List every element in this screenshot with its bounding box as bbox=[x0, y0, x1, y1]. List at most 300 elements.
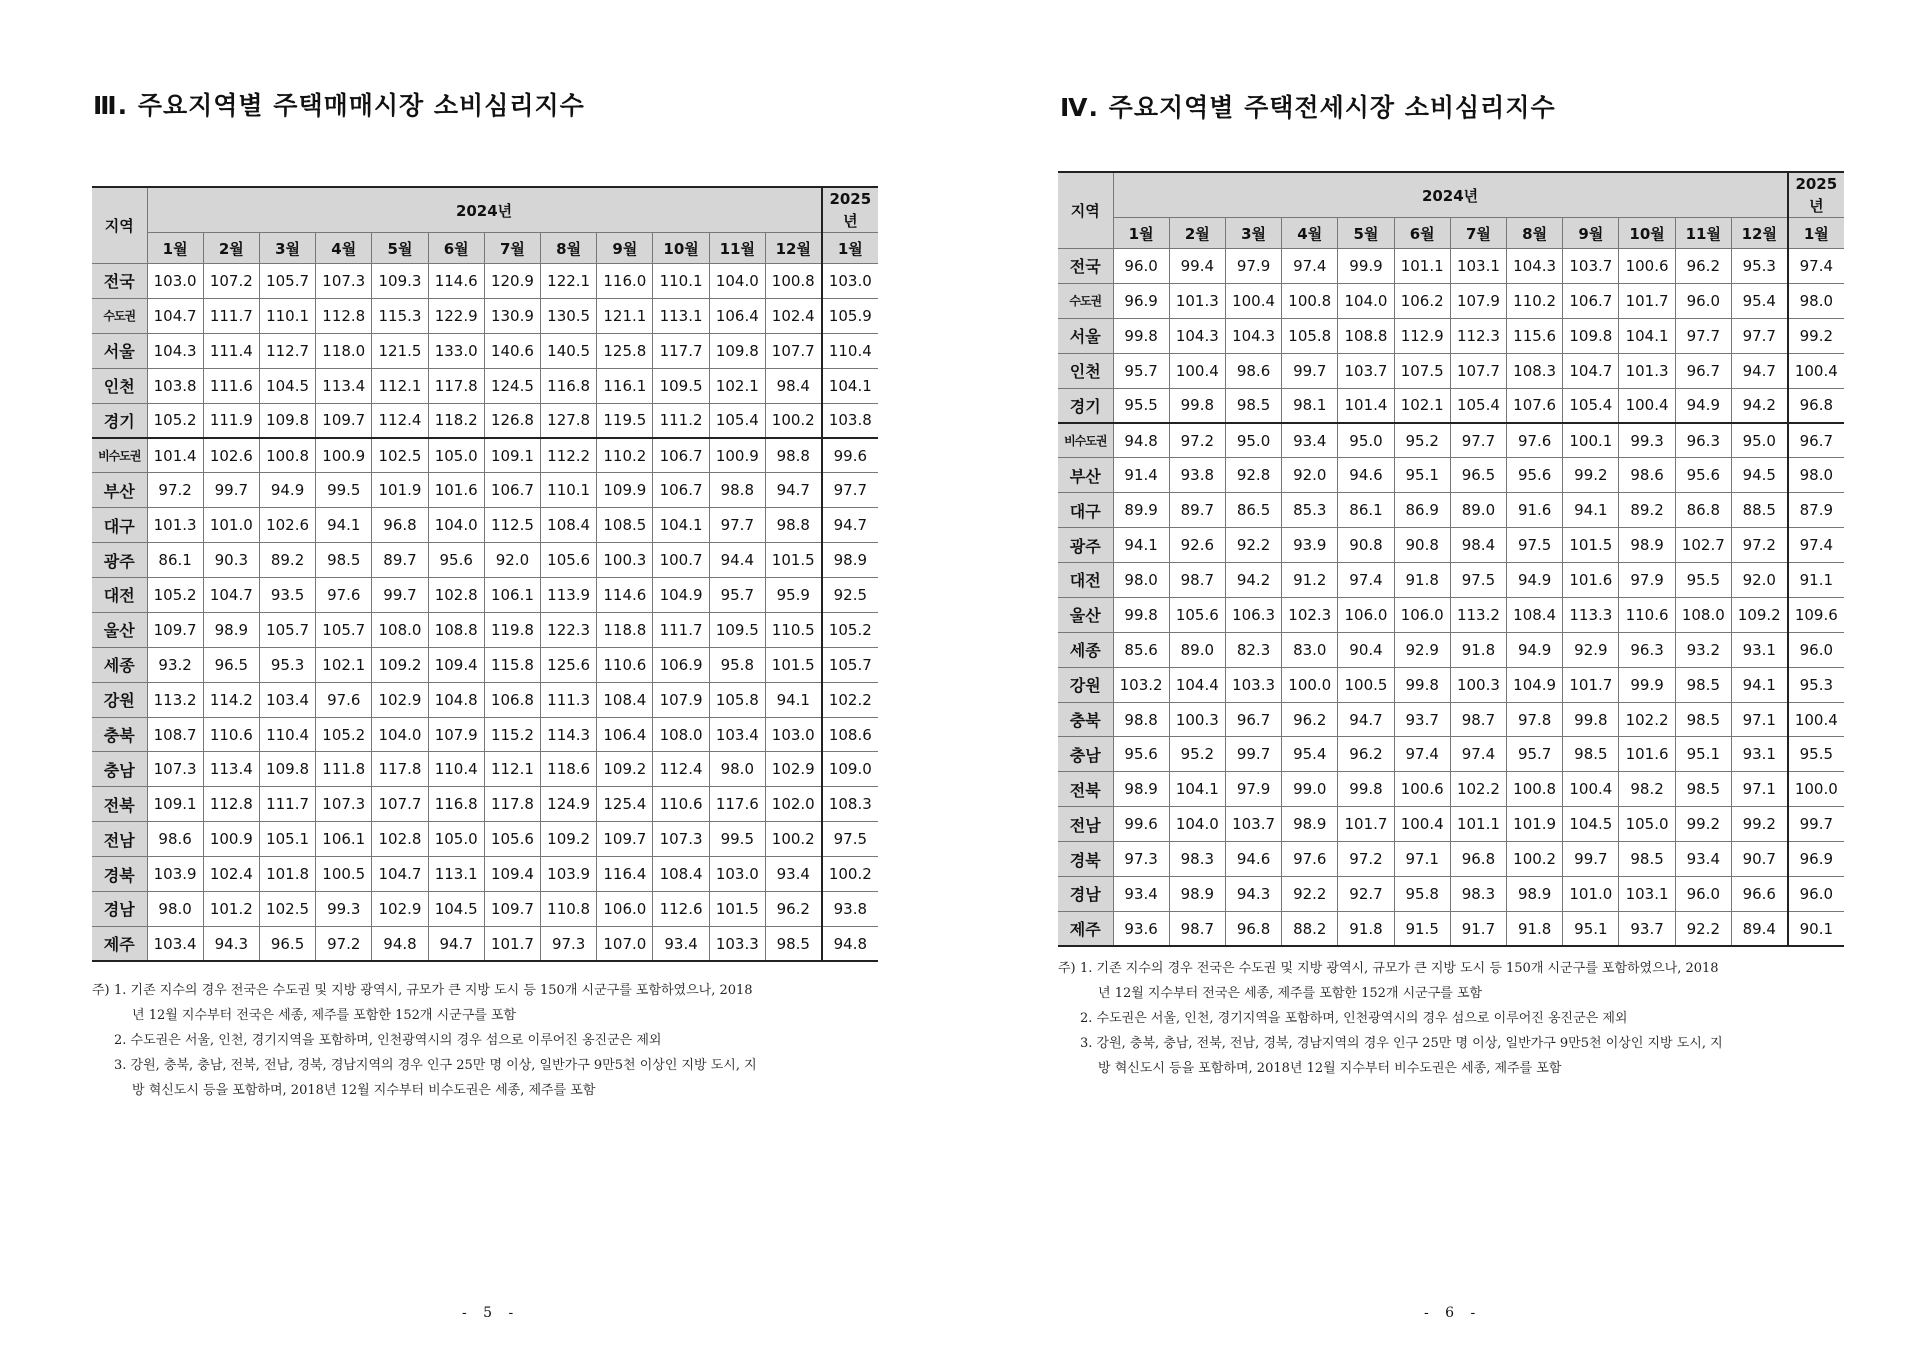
index-cell: 112.2 bbox=[541, 438, 597, 473]
index-cell: 110.6 bbox=[203, 717, 259, 752]
index-cell: 105.7 bbox=[822, 647, 878, 682]
index-cell: 105.0 bbox=[428, 822, 484, 857]
index-cell: 101.1 bbox=[1394, 249, 1450, 284]
index-cell: 102.4 bbox=[765, 298, 821, 333]
index-cell: 109.8 bbox=[709, 333, 765, 368]
index-cell: 100.8 bbox=[1507, 772, 1563, 807]
index-cell: 98.5 bbox=[1675, 667, 1731, 702]
index-cell: 105.4 bbox=[1563, 388, 1619, 423]
region-label: 제주 bbox=[92, 926, 147, 961]
index-cell: 108.0 bbox=[1675, 597, 1731, 632]
index-cell: 99.3 bbox=[316, 892, 372, 927]
index-cell: 97.1 bbox=[1731, 772, 1787, 807]
index-cell: 93.1 bbox=[1731, 632, 1787, 667]
region-label: 전국 bbox=[1058, 249, 1113, 284]
index-cell: 99.7 bbox=[203, 473, 259, 508]
index-cell: 99.8 bbox=[1394, 667, 1450, 702]
index-cell: 110.1 bbox=[541, 473, 597, 508]
index-cell: 93.4 bbox=[653, 926, 709, 961]
region-label: 제주 bbox=[1058, 911, 1113, 946]
index-cell: 90.3 bbox=[203, 543, 259, 578]
index-cell: 110.1 bbox=[653, 264, 709, 299]
region-label: 전북 bbox=[1058, 772, 1113, 807]
index-cell: 101.4 bbox=[147, 438, 203, 473]
index-cell: 93.8 bbox=[822, 892, 878, 927]
index-cell: 94.2 bbox=[1225, 563, 1281, 598]
month-header: 10월 bbox=[1619, 218, 1675, 249]
index-cell: 101.3 bbox=[1169, 283, 1225, 318]
index-cell: 97.4 bbox=[1788, 249, 1844, 284]
region-label: 서울 bbox=[1058, 318, 1113, 353]
index-cell: 101.2 bbox=[203, 892, 259, 927]
index-cell: 108.4 bbox=[653, 857, 709, 892]
region-header: 지역 bbox=[92, 187, 147, 264]
region-label: 부산 bbox=[1058, 458, 1113, 493]
index-cell: 113.9 bbox=[541, 578, 597, 613]
table-row bbox=[1058, 388, 1844, 423]
index-cell: 100.4 bbox=[1619, 388, 1675, 423]
index-cell: 97.9 bbox=[1225, 772, 1281, 807]
index-cell: 104.0 bbox=[709, 264, 765, 299]
month-header: 3월 bbox=[1225, 218, 1281, 249]
index-cell: 112.4 bbox=[653, 752, 709, 787]
index-cell: 97.4 bbox=[1788, 528, 1844, 563]
month-header: 2월 bbox=[203, 233, 259, 264]
month-header: 2월 bbox=[1169, 218, 1225, 249]
index-cell: 98.5 bbox=[1563, 737, 1619, 772]
index-cell: 92.5 bbox=[822, 578, 878, 613]
index-cell: 119.5 bbox=[597, 403, 653, 438]
section-title-sales: Ⅲ. 주요지역별 주택매매시장 소비심리지수 bbox=[93, 91, 585, 120]
footnote-1-cont: 년 12월 지수부터 전국은 세종, 제주를 포함한 152개 시군구를 포함 bbox=[132, 1008, 517, 1023]
index-cell: 98.0 bbox=[709, 752, 765, 787]
index-cell: 102.3 bbox=[1282, 597, 1338, 632]
index-cell: 112.6 bbox=[653, 892, 709, 927]
index-cell: 110.6 bbox=[597, 647, 653, 682]
index-cell: 103.7 bbox=[1225, 807, 1281, 842]
index-cell: 106.9 bbox=[653, 647, 709, 682]
index-cell: 92.0 bbox=[484, 543, 540, 578]
index-cell: 97.7 bbox=[1675, 318, 1731, 353]
index-cell: 90.1 bbox=[1788, 911, 1844, 946]
month-header-row bbox=[1058, 218, 1844, 249]
index-cell: 109.8 bbox=[259, 752, 315, 787]
index-cell: 95.8 bbox=[1394, 877, 1450, 912]
index-cell: 98.9 bbox=[1282, 807, 1338, 842]
index-cell: 93.2 bbox=[1675, 632, 1731, 667]
index-cell: 91.5 bbox=[1394, 911, 1450, 946]
index-cell: 86.9 bbox=[1394, 493, 1450, 528]
index-cell: 86.1 bbox=[1338, 493, 1394, 528]
section-title-jeonse: Ⅳ. 주요지역별 주택전세시장 소비심리지수 bbox=[1060, 93, 1556, 122]
page-number: - 6 - bbox=[1424, 1305, 1482, 1321]
index-cell: 108.4 bbox=[541, 508, 597, 543]
index-cell: 106.3 bbox=[1225, 597, 1281, 632]
index-cell: 97.8 bbox=[1507, 702, 1563, 737]
footnote-1-cont: 년 12월 지수부터 전국은 세종, 제주를 포함한 152개 시군구를 포함 bbox=[1098, 986, 1483, 1001]
index-cell: 86.1 bbox=[147, 543, 203, 578]
index-cell: 105.0 bbox=[1619, 807, 1675, 842]
index-cell: 96.2 bbox=[1675, 249, 1731, 284]
index-cell: 108.5 bbox=[597, 508, 653, 543]
index-cell: 100.5 bbox=[1338, 667, 1394, 702]
index-cell: 125.4 bbox=[597, 787, 653, 822]
index-cell: 93.7 bbox=[1619, 911, 1675, 946]
index-cell: 97.4 bbox=[1338, 563, 1394, 598]
index-cell: 93.8 bbox=[1169, 458, 1225, 493]
index-cell: 112.9 bbox=[1394, 318, 1450, 353]
index-cell: 98.5 bbox=[1225, 388, 1281, 423]
index-cell: 98.5 bbox=[1675, 772, 1731, 807]
index-cell: 93.4 bbox=[1675, 842, 1731, 877]
index-cell: 100.8 bbox=[259, 438, 315, 473]
index-cell: 99.5 bbox=[709, 822, 765, 857]
index-cell: 97.9 bbox=[1619, 563, 1675, 598]
index-cell: 91.1 bbox=[1788, 563, 1844, 598]
region-label: 전남 bbox=[92, 822, 147, 857]
index-cell: 101.9 bbox=[1507, 807, 1563, 842]
index-cell: 92.6 bbox=[1169, 528, 1225, 563]
index-cell: 95.6 bbox=[1113, 737, 1169, 772]
index-cell: 98.8 bbox=[765, 508, 821, 543]
sales-index-table bbox=[92, 186, 878, 962]
index-cell: 113.2 bbox=[1450, 597, 1506, 632]
month-header-row bbox=[92, 233, 878, 264]
footnote-1: 1. 기존 지수의 경우 전국은 수도권 및 지방 광역시, 규모가 큰 지방 도시 등 150개 시군구를 포함하였으나, 2018 bbox=[1080, 961, 1719, 976]
index-cell: 107.5 bbox=[1394, 353, 1450, 388]
index-cell: 121.5 bbox=[372, 333, 428, 368]
table-row bbox=[92, 264, 878, 299]
index-cell: 100.4 bbox=[1788, 702, 1844, 737]
index-cell: 91.8 bbox=[1394, 563, 1450, 598]
index-cell: 110.1 bbox=[259, 298, 315, 333]
index-cell: 113.1 bbox=[653, 298, 709, 333]
index-cell: 91.8 bbox=[1338, 911, 1394, 946]
sales-table-body bbox=[92, 264, 878, 962]
index-cell: 92.2 bbox=[1225, 528, 1281, 563]
index-cell: 98.5 bbox=[1619, 842, 1675, 877]
index-cell: 98.6 bbox=[1225, 353, 1281, 388]
index-cell: 125.8 bbox=[597, 333, 653, 368]
index-cell: 122.1 bbox=[541, 264, 597, 299]
footnote-3-cont: 방 혁신도시 등을 포함하며, 2018년 12월 지수부터 비수도권은 세종, 제주를 포함 bbox=[132, 1083, 596, 1098]
table-row bbox=[92, 682, 878, 717]
index-cell: 96.3 bbox=[1675, 423, 1731, 458]
index-cell: 94.4 bbox=[709, 543, 765, 578]
month-header: 11월 bbox=[1675, 218, 1731, 249]
index-cell: 109.1 bbox=[484, 438, 540, 473]
footnote-3-cont: 방 혁신도시 등을 포함하며, 2018년 12월 지수부터 비수도권은 세종, 제주를 포함 bbox=[1098, 1061, 1562, 1076]
index-cell: 110.4 bbox=[259, 717, 315, 752]
index-cell: 109.1 bbox=[147, 787, 203, 822]
index-cell: 102.1 bbox=[316, 647, 372, 682]
footnote-lead: 주) bbox=[1058, 961, 1076, 976]
index-cell: 102.1 bbox=[1394, 388, 1450, 423]
index-cell: 114.6 bbox=[597, 578, 653, 613]
footnote-3: 3. 강원, 충북, 충남, 전북, 전남, 경북, 경남지역의 경우 인구 25만 명 이상, 일반가구 9만5천 이상인 지방 도시, 지 bbox=[1080, 1036, 1723, 1051]
index-cell: 93.4 bbox=[1113, 877, 1169, 912]
index-cell: 98.0 bbox=[147, 892, 203, 927]
index-cell: 100.8 bbox=[765, 264, 821, 299]
index-cell: 109.7 bbox=[597, 822, 653, 857]
table-row bbox=[1058, 807, 1844, 842]
index-cell: 99.4 bbox=[1169, 249, 1225, 284]
index-cell: 93.1 bbox=[1731, 737, 1787, 772]
table-row bbox=[1058, 353, 1844, 388]
index-cell: 105.2 bbox=[316, 717, 372, 752]
index-cell: 102.9 bbox=[372, 892, 428, 927]
index-cell: 96.7 bbox=[1788, 423, 1844, 458]
index-cell: 99.7 bbox=[1788, 807, 1844, 842]
index-cell: 95.8 bbox=[709, 647, 765, 682]
index-cell: 110.8 bbox=[541, 892, 597, 927]
index-cell: 93.7 bbox=[1394, 702, 1450, 737]
index-cell: 98.5 bbox=[316, 543, 372, 578]
index-cell: 104.1 bbox=[653, 508, 709, 543]
index-cell: 94.9 bbox=[1675, 388, 1731, 423]
table-row bbox=[92, 508, 878, 543]
index-cell: 95.1 bbox=[1563, 911, 1619, 946]
index-cell: 105.7 bbox=[316, 612, 372, 647]
region-label: 세종 bbox=[1058, 632, 1113, 667]
index-cell: 95.6 bbox=[428, 543, 484, 578]
index-cell: 100.2 bbox=[1507, 842, 1563, 877]
index-cell: 99.6 bbox=[1113, 807, 1169, 842]
index-cell: 117.7 bbox=[653, 333, 709, 368]
index-cell: 109.4 bbox=[428, 647, 484, 682]
index-cell: 103.0 bbox=[822, 264, 878, 299]
year-2024-header: 2024년 bbox=[147, 187, 822, 233]
index-cell: 115.3 bbox=[372, 298, 428, 333]
index-cell: 100.0 bbox=[1788, 772, 1844, 807]
index-cell: 96.0 bbox=[1675, 877, 1731, 912]
index-cell: 106.0 bbox=[1338, 597, 1394, 632]
index-cell: 106.2 bbox=[1394, 283, 1450, 318]
index-cell: 102.7 bbox=[1675, 528, 1731, 563]
index-cell: 140.6 bbox=[484, 333, 540, 368]
index-cell: 93.5 bbox=[259, 578, 315, 613]
index-cell: 98.1 bbox=[1282, 388, 1338, 423]
index-cell: 93.9 bbox=[1282, 528, 1338, 563]
index-cell: 109.3 bbox=[372, 264, 428, 299]
index-cell: 113.2 bbox=[147, 682, 203, 717]
region-header: 지역 bbox=[1058, 172, 1113, 249]
region-label: 전국 bbox=[92, 264, 147, 299]
index-cell: 101.7 bbox=[1619, 283, 1675, 318]
index-cell: 101.6 bbox=[1619, 737, 1675, 772]
index-cell: 95.6 bbox=[1507, 458, 1563, 493]
index-cell: 97.6 bbox=[1507, 423, 1563, 458]
index-cell: 116.1 bbox=[597, 368, 653, 403]
index-cell: 96.5 bbox=[1450, 458, 1506, 493]
index-cell: 105.6 bbox=[1169, 597, 1225, 632]
table-row bbox=[92, 647, 878, 682]
index-cell: 98.6 bbox=[1619, 458, 1675, 493]
index-cell: 111.7 bbox=[653, 612, 709, 647]
index-cell: 109.8 bbox=[259, 403, 315, 438]
index-cell: 95.7 bbox=[709, 578, 765, 613]
index-cell: 95.1 bbox=[1394, 458, 1450, 493]
index-cell: 96.5 bbox=[203, 647, 259, 682]
index-cell: 111.6 bbox=[203, 368, 259, 403]
region-label: 경북 bbox=[1058, 842, 1113, 877]
index-cell: 109.5 bbox=[653, 368, 709, 403]
index-cell: 102.2 bbox=[822, 682, 878, 717]
region-label: 부산 bbox=[92, 473, 147, 508]
index-cell: 89.9 bbox=[1113, 493, 1169, 528]
index-cell: 107.7 bbox=[765, 333, 821, 368]
index-cell: 116.0 bbox=[597, 264, 653, 299]
index-cell: 107.9 bbox=[1450, 283, 1506, 318]
index-cell: 113.4 bbox=[316, 368, 372, 403]
index-cell: 100.4 bbox=[1788, 353, 1844, 388]
index-cell: 93.4 bbox=[1282, 423, 1338, 458]
index-cell: 95.4 bbox=[1282, 737, 1338, 772]
index-cell: 109.7 bbox=[484, 892, 540, 927]
index-cell: 96.0 bbox=[1675, 283, 1731, 318]
index-cell: 97.6 bbox=[316, 682, 372, 717]
index-cell: 95.1 bbox=[1675, 737, 1731, 772]
index-cell: 100.6 bbox=[1394, 772, 1450, 807]
region-label: 강원 bbox=[1058, 667, 1113, 702]
index-cell: 101.6 bbox=[1563, 563, 1619, 598]
index-cell: 91.8 bbox=[1450, 632, 1506, 667]
index-cell: 103.3 bbox=[1225, 667, 1281, 702]
index-cell: 90.8 bbox=[1394, 528, 1450, 563]
index-cell: 98.9 bbox=[1169, 877, 1225, 912]
index-cell: 109.6 bbox=[1788, 597, 1844, 632]
jeonse-index-table bbox=[1058, 171, 1844, 947]
index-cell: 101.3 bbox=[147, 508, 203, 543]
index-cell: 110.4 bbox=[428, 752, 484, 787]
index-cell: 112.5 bbox=[484, 508, 540, 543]
index-cell: 99.5 bbox=[316, 473, 372, 508]
index-cell: 94.1 bbox=[316, 508, 372, 543]
index-cell: 101.8 bbox=[259, 857, 315, 892]
index-cell: 97.4 bbox=[1450, 737, 1506, 772]
index-cell: 96.2 bbox=[1338, 737, 1394, 772]
index-cell: 104.3 bbox=[1225, 318, 1281, 353]
index-cell: 95.2 bbox=[1169, 737, 1225, 772]
index-cell: 105.6 bbox=[541, 543, 597, 578]
index-cell: 99.8 bbox=[1113, 597, 1169, 632]
index-cell: 94.6 bbox=[1225, 842, 1281, 877]
index-cell: 95.3 bbox=[1731, 249, 1787, 284]
index-cell: 99.7 bbox=[1563, 842, 1619, 877]
index-cell: 100.3 bbox=[1450, 667, 1506, 702]
region-label: 인천 bbox=[1058, 353, 1113, 388]
table-row bbox=[92, 926, 878, 961]
index-cell: 111.7 bbox=[203, 298, 259, 333]
index-cell: 107.6 bbox=[1507, 388, 1563, 423]
jeonse-table-body bbox=[1058, 249, 1844, 947]
region-label: 경남 bbox=[1058, 877, 1113, 912]
index-cell: 107.3 bbox=[316, 787, 372, 822]
index-cell: 100.8 bbox=[1282, 283, 1338, 318]
index-cell: 108.3 bbox=[822, 787, 878, 822]
index-cell: 102.9 bbox=[765, 752, 821, 787]
index-cell: 113.1 bbox=[428, 857, 484, 892]
index-cell: 91.4 bbox=[1113, 458, 1169, 493]
index-cell: 107.9 bbox=[428, 717, 484, 752]
index-cell: 94.9 bbox=[259, 473, 315, 508]
index-cell: 100.2 bbox=[822, 857, 878, 892]
month-header: 7월 bbox=[484, 233, 540, 264]
index-cell: 98.8 bbox=[709, 473, 765, 508]
footnotes bbox=[92, 978, 888, 1103]
index-cell: 112.3 bbox=[1450, 318, 1506, 353]
index-cell: 111.7 bbox=[259, 787, 315, 822]
index-cell: 95.6 bbox=[1675, 458, 1731, 493]
index-cell: 103.7 bbox=[1563, 249, 1619, 284]
index-cell: 97.5 bbox=[822, 822, 878, 857]
month-header: 5월 bbox=[372, 233, 428, 264]
index-cell: 89.2 bbox=[259, 543, 315, 578]
table-row bbox=[92, 857, 878, 892]
index-cell: 93.2 bbox=[147, 647, 203, 682]
table-row bbox=[92, 438, 878, 473]
index-cell: 105.8 bbox=[709, 682, 765, 717]
index-cell: 105.6 bbox=[484, 822, 540, 857]
index-cell: 100.4 bbox=[1563, 772, 1619, 807]
table-row bbox=[1058, 528, 1844, 563]
index-cell: 117.8 bbox=[372, 752, 428, 787]
index-cell: 88.5 bbox=[1731, 493, 1787, 528]
index-cell: 104.3 bbox=[1507, 249, 1563, 284]
index-cell: 96.6 bbox=[1731, 877, 1787, 912]
table-row bbox=[1058, 772, 1844, 807]
index-cell: 89.7 bbox=[1169, 493, 1225, 528]
index-cell: 101.6 bbox=[428, 473, 484, 508]
index-cell: 93.4 bbox=[765, 857, 821, 892]
index-cell: 100.5 bbox=[316, 857, 372, 892]
month-header: 1월 bbox=[1113, 218, 1169, 249]
index-cell: 115.8 bbox=[484, 647, 540, 682]
index-cell: 104.8 bbox=[428, 682, 484, 717]
index-cell: 105.2 bbox=[147, 403, 203, 438]
index-cell: 94.5 bbox=[1731, 458, 1787, 493]
index-cell: 95.3 bbox=[1788, 667, 1844, 702]
index-cell: 118.8 bbox=[597, 612, 653, 647]
index-cell: 99.7 bbox=[1282, 353, 1338, 388]
index-cell: 140.5 bbox=[541, 333, 597, 368]
index-cell: 89.0 bbox=[1169, 632, 1225, 667]
index-cell: 133.0 bbox=[428, 333, 484, 368]
index-cell: 94.1 bbox=[765, 682, 821, 717]
index-cell: 97.7 bbox=[709, 508, 765, 543]
month-header: 5월 bbox=[1338, 218, 1394, 249]
table-row bbox=[1058, 563, 1844, 598]
index-cell: 94.8 bbox=[372, 926, 428, 961]
index-cell: 85.3 bbox=[1282, 493, 1338, 528]
table-row bbox=[92, 612, 878, 647]
index-cell: 97.6 bbox=[1282, 842, 1338, 877]
region-label: 수도권 bbox=[92, 298, 147, 333]
index-cell: 95.0 bbox=[1731, 423, 1787, 458]
month-header: 8월 bbox=[541, 233, 597, 264]
index-cell: 102.5 bbox=[372, 438, 428, 473]
index-cell: 94.1 bbox=[1563, 493, 1619, 528]
index-cell: 99.2 bbox=[1563, 458, 1619, 493]
index-cell: 98.8 bbox=[765, 438, 821, 473]
month-header: 7월 bbox=[1450, 218, 1506, 249]
index-cell: 109.2 bbox=[541, 822, 597, 857]
index-cell: 103.2 bbox=[1113, 667, 1169, 702]
index-cell: 96.0 bbox=[1113, 249, 1169, 284]
index-cell: 108.8 bbox=[428, 612, 484, 647]
index-cell: 102.8 bbox=[372, 822, 428, 857]
index-cell: 103.7 bbox=[1338, 353, 1394, 388]
